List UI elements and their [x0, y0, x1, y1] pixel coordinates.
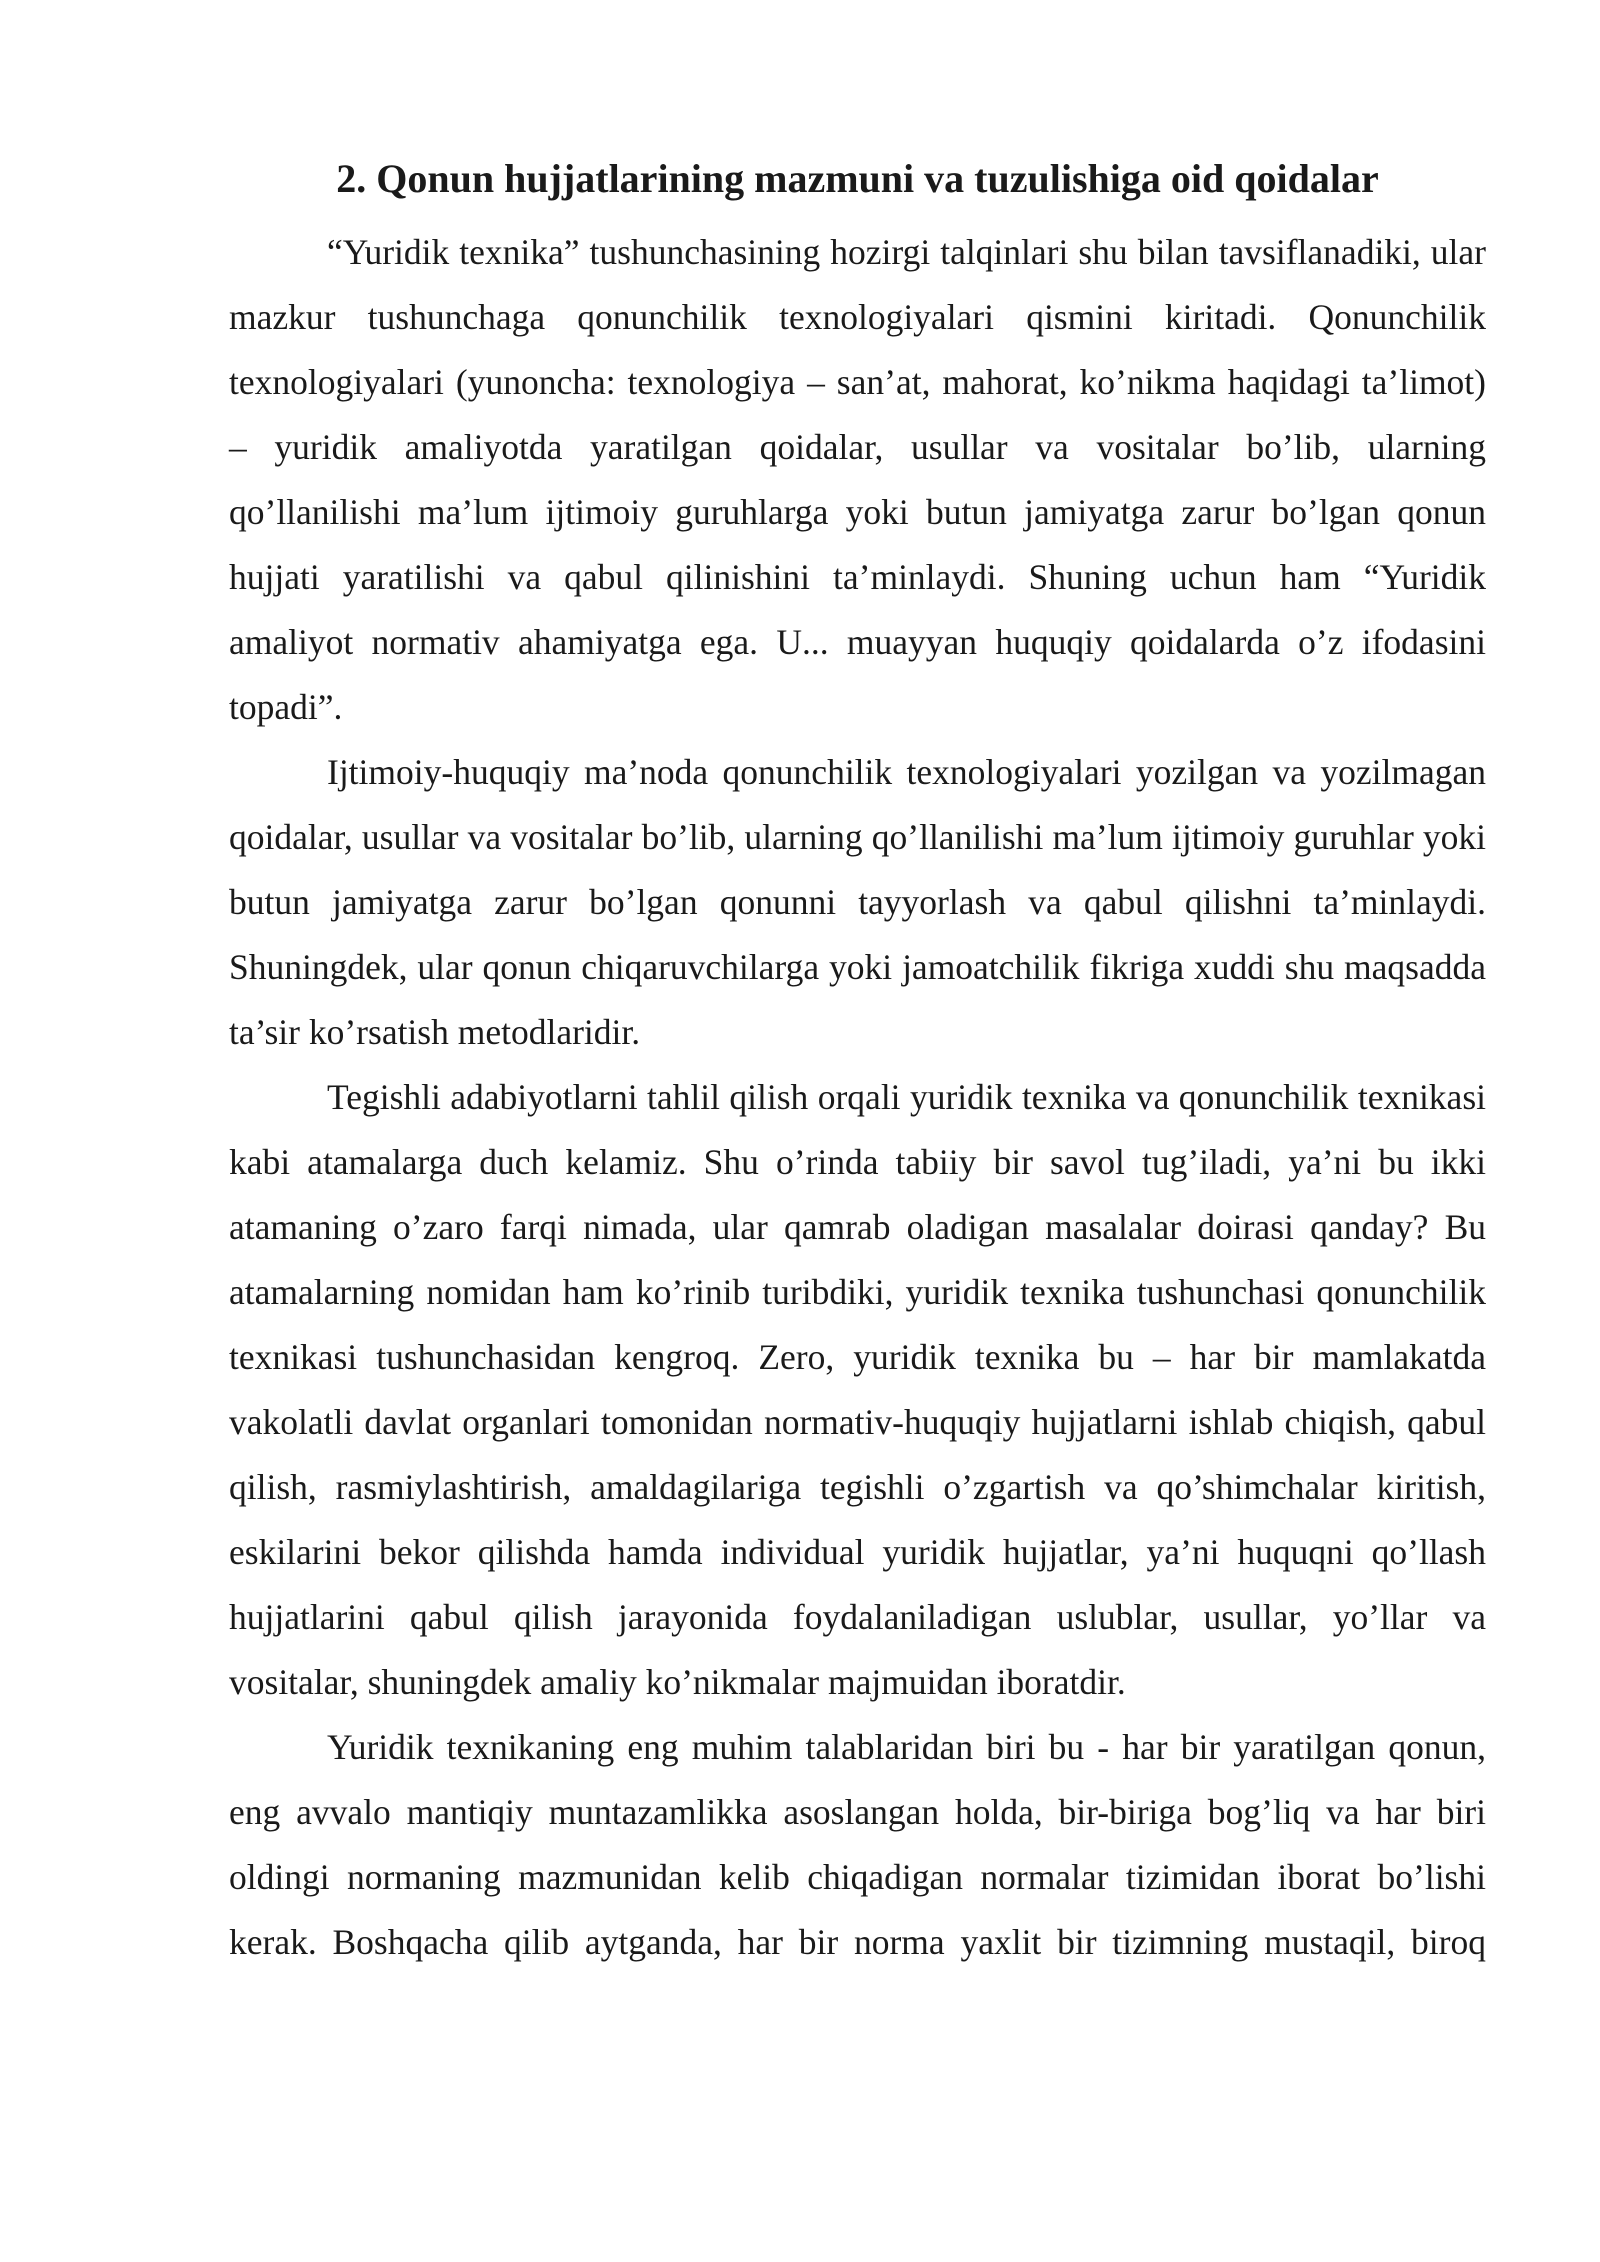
page-content [229, 148, 1486, 1975]
paragraph-1: “Yuridik texnika” tushunchasining hozirgi talqinlari shu bilan tavsiflanadiki, ular mazkur tushunchaga qonunchilik texnologiyalari qismini kiritadi. Qonunchilik texnologiyalari (yunoncha: texnologiya – san’at, mahorat, ko’nikma haqidagi ta’limot) – yuridik amaliyotda yaratilgan qoidalar, usullar va vositalar bo’lib, ularning qo’llanilishi ma’lum ijtimoiy guruhlarga yoki butun jamiyatga zarur bo’lgan qonun hujjati yaratilishi va qabul qilinishini ta’minlaydi. Shuning uchun ham “Yuridik amaliyot normativ ahamiyatga ega. U... muayyan huquqiy qoidalarda o’z ifodasini topadi”. [229, 232, 1486, 727]
paragraph-2: Ijtimoiy-huquqiy ma’noda qonunchilik texnologiyalari yozilgan va yozilmagan qoidalar, usullar va vositalar bo’lib, ularning qo’llanilishi ma’lum ijtimoiy guruhlar yoki butun jamiyatga zarur bo’lgan qonunni tayyorlash va qabul qilishni ta’minlaydi. Shuningdek, ular qonun chiqaruvchilarga yoki jamoatchilik fikriga xuddi shu maqsadda ta’sir ko’rsatish metodlaridir. [229, 752, 1486, 1052]
paragraph-4: Yuridik texnikaning eng muhim talablaridan biri bu - har bir yaratilgan qonun, eng avvalo mantiqiy muntazamlikka asoslangan holda, bir-biriga bog’liq va har biri oldingi normaning mazmunidan kelib chiqadigan normalar tizimidan iborat bo’lishi kerak. Boshqacha qilib aytganda, har bir norma yaxlit bir tizimning mustaqil, biroq [229, 1727, 1486, 1962]
paragraph-3: Tegishli adabiyotlarni tahlil qilish orqali yuridik texnika va qonunchilik texnikasi kabi atamalarga duch kelamiz. Shu o’rinda tabiiy bir savol tug’iladi, ya’ni bu ikki atamaning o’zaro farqi nimada, ular qamrab oladigan masalalar doirasi qanday? Bu atamalarning nomidan ham ko’rinib turibdiki, yuridik texnika tushunchasi qonunchilik texnikasi tushunchasidan kengroq. Zero, yuridik texnika bu – har bir mamlakatda vakolatli davlat organlari tomonidan normativ-huquqiy hujjatlarni ishlab chiqish, qabul qilish, rasmiylashtirish, amaldagilariga tegishli o’zgartish va qo’shimchalar kiritish, eskilarini bekor qilishda hamda individual yuridik hujjatlar, ya’ni huquqni qo’llash hujjatlarini qabul qilish jarayonida foydalaniladigan uslublar, usullar, yo’llar va vositalar, shuningdek amaliy ko’nikmalar majmuidan iboratdir. [229, 1077, 1486, 1702]
section-heading: 2. Qonun hujjatlarining mazmuni va tuzulishiga oid qoidalar [336, 156, 1379, 201]
